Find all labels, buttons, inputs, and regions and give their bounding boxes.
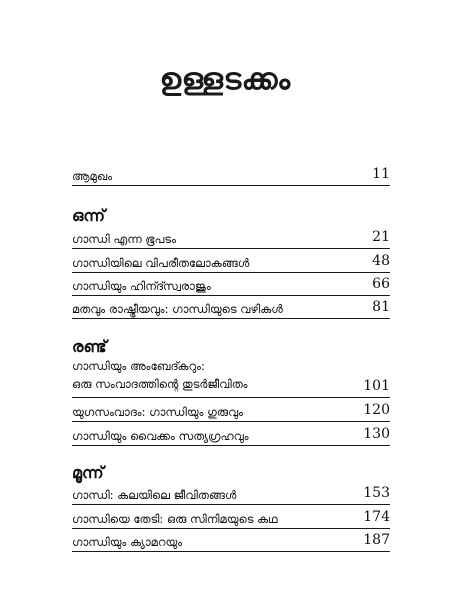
toc-entry-label: ഗാന്ധിയെ തേടി: ഒരു സിനിമയുടെ കഥ xyxy=(72,512,278,526)
toc-entry-label-line1: ഗാന്ധിയും അംബേദ്കറും: xyxy=(72,359,205,373)
toc-entry-page-number: 120 xyxy=(363,402,390,418)
toc-entry-label: ഗാന്ധിയിലെ വിപരീതലോകങ്ങൾ xyxy=(72,256,250,270)
toc-entry-page-number: 21 xyxy=(372,229,390,245)
toc-entry xyxy=(72,298,390,319)
toc-entry xyxy=(72,228,390,249)
toc-entry-page-number: 174 xyxy=(363,509,390,525)
toc-entry-label: യുഗസംവാദം: ഗാന്ധിയും ഗുരുവും xyxy=(72,405,243,419)
toc-entry xyxy=(72,401,390,422)
toc-entry-page-number: 11 xyxy=(372,166,390,182)
section-heading-2: രണ്ട് xyxy=(72,337,107,356)
toc-entry xyxy=(72,531,390,552)
page-title: ഉള്ളടക്കം xyxy=(159,62,291,97)
toc-entry-page-number: 66 xyxy=(372,276,390,292)
toc-entry-label: ഗാന്ധി എന്ന ഭൂപടം xyxy=(72,232,176,246)
toc-entry-label: ഗാന്ധിയും ക്യാമറയും xyxy=(72,535,183,549)
toc-entry xyxy=(72,359,390,398)
toc-entry-page-number: 48 xyxy=(372,253,390,269)
toc-entry-label: ആമുഖം xyxy=(72,169,113,183)
toc-entry xyxy=(72,425,390,446)
toc-entry-label-line2: ഒരു സംവാദത്തിന്റെ തുടർജീവിതം xyxy=(72,377,248,391)
toc-entry xyxy=(72,252,390,273)
toc-entry-page-number: 187 xyxy=(363,532,390,548)
toc-entry xyxy=(72,508,390,529)
toc-entry-page-number: 130 xyxy=(363,426,390,442)
toc-entry xyxy=(72,275,390,296)
toc-entry-page-number: 81 xyxy=(372,299,390,315)
toc-entry xyxy=(72,484,390,505)
section-heading-3: മൂന്ന് xyxy=(72,463,104,482)
toc-entry-label: ഗാന്ധിയും വൈക്കം സത്യഗ്രഹവും xyxy=(72,429,249,443)
section-heading-1: ഒന്ന് xyxy=(72,206,106,225)
toc-entry-label: ഗാന്ധി: കലയിലെ ജീവിതങ്ങൾ xyxy=(72,488,237,502)
toc-entry-label: ഗാന്ധിയും ഹിന്ദ്സ്വരാജും xyxy=(72,279,211,293)
toc-entry-preface xyxy=(72,165,390,186)
toc-entry-label: മതവും രാഷ്ട്രീയവും: ഗാന്ധിയുടെ വഴികൾ xyxy=(72,302,283,316)
toc-entry-page-number: 153 xyxy=(363,485,390,501)
toc-entry-page-number: 101 xyxy=(363,378,390,394)
